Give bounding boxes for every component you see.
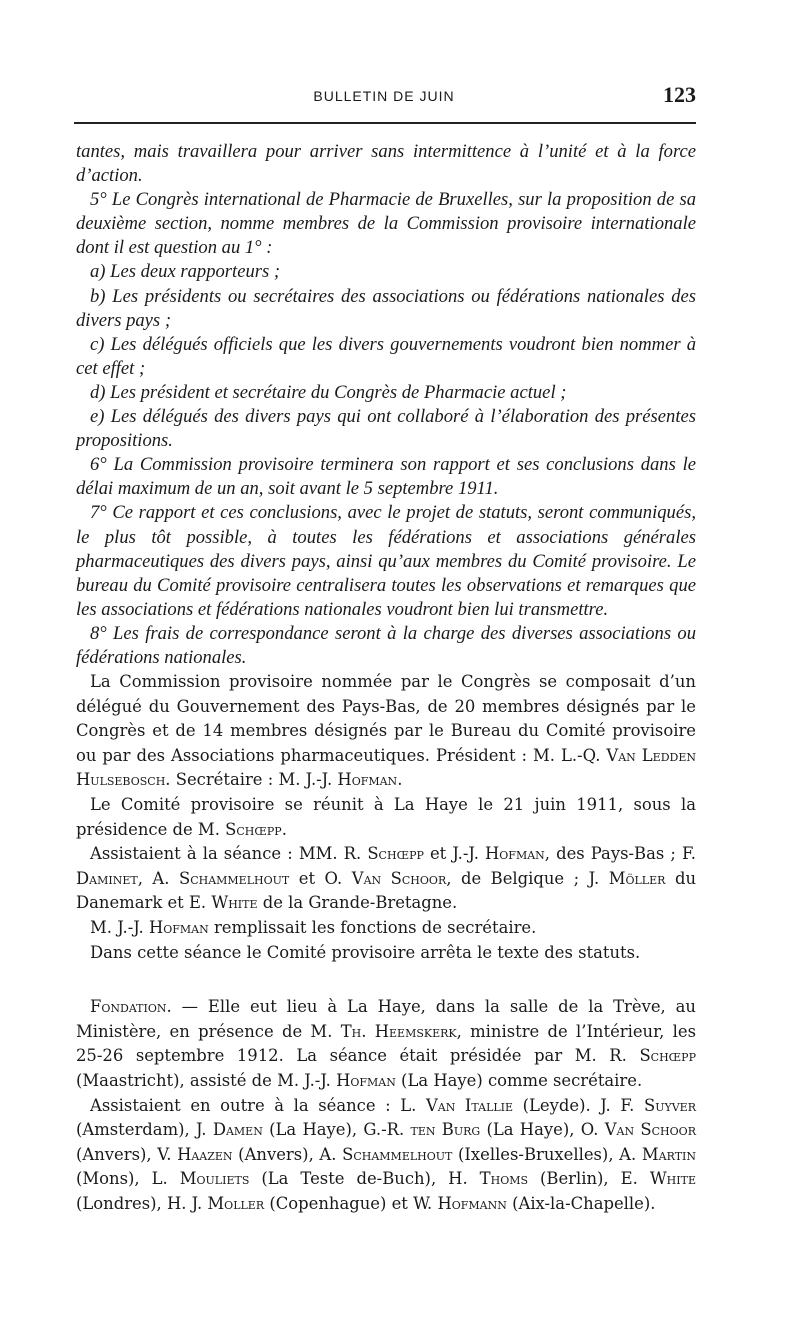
paragraph: e) Les délégués des divers pays qui ont collaboré à l’élaboration des présentes propositions. [76,406,696,452]
section-gap [76,965,696,995]
header-rule [74,122,696,124]
paragraph: d) Les président et secrétaire du Congrès de Pharmacie actuel ; [90,381,567,403]
paragraph: Fondation. — Elle eut lieu à La Haye, dans la salle de la Trève, au Ministère, en présence de M. Th. Heemskerk, ministre de l’Intérieur, les 25-26 septembre 1912. La séance était présidée par M. R. Schœpp (Maastricht), assisté de M. J.-J. Hofman (La Haye) comme secrétaire. [76,997,696,1090]
paragraph: Assistaient en outre à la séance : L. Van Itallie (Leyde). J. F. Suyver (Amsterdam), J. Damen (La Haye), G.-R. ten Burg (La Haye), O. Van Schoor (Anvers), V. Haazen (Anvers), A. Schammelhout (Ixelles-Bruxelles), A. Martin (Mons), L. Mouliets (La Teste de-Buch), H. Thoms (Berlin), E. White (Londres), H. J. Moller (Copenhague) et W. Hofmann (Aix-la-Chapelle). [76,1095,696,1213]
running-title: BULLETIN DE JUIN [313,88,455,104]
paragraph: 8° Les frais de correspondance seront à la charge des diverses associations ou fédérations nationales. [76,622,696,668]
paragraph: a) Les deux rapporteurs ; [90,261,281,283]
page-header [72,84,696,112]
paragraph: 6° La Commission provisoire terminera son rapport et ses conclusions dans le délai maximum de un an, soit avant le 5 septembre 1911. [76,454,696,500]
page-number: 123 [663,82,696,107]
paragraph: b) Les présidents ou secrétaires des associations ou fédérations nationales des divers pays ; [76,285,696,331]
page-body [76,140,696,1217]
paragraph: Le Comité provisoire se réunit à La Haye le 21 juin 1911, sous la présidence de M. Schœpp. [76,795,696,839]
paragraph: 5° Le Congrès international de Pharmacie de Bruxelles, sur la proposition de sa deuxième section, nomme membres de la Commission provisoire internationale dont il est question au 1° : [76,189,696,259]
paragraph: La Commission provisoire nommée par le Congrès se composait d’un délégué du Gouvernement des Pays-Bas, de 20 membres désignés par le Congrès et de 14 membres désignés par le Bureau du Comité provisoire ou par des Associations pharmaceutiques. Président : M. L.-Q. Van Ledden Hulsebosch. Secrétaire : M. J.-J. Hofman. [76,672,696,790]
paragraph: 7° Ce rapport et ces conclusions, avec le projet de statuts, seront communiqués, le plus tôt possible, à toutes les fédérations et associations générales pharmaceutiques des divers pays, ainsi qu’aux membres du Comité provisoire. Le bureau du Comité provisoire centralisera toutes les observations et remarques que les associations et fédérations nationales voudront bien lui transmettre. [76,502,696,620]
paragraph: tantes, mais travaillera pour arriver sans intermittence à l’unité et à la force d’action. [76,141,696,187]
paragraph: M. J.-J. Hofman remplissait les fonctions de secrétaire. [90,918,537,937]
paragraph: c) Les délégués officiels que les divers gouvernements voudront bien nommer à cet effet ; [76,333,696,379]
paragraph: Dans cette séance le Comité provisoire arrêta le texte des statuts. [90,942,641,962]
paragraph: Assistaient à la séance : MM. R. Schœpp et J.-J. Hofman, des Pays-Bas ; F. Daminet, A. Schammelhout et O. Van Schoor, de Belgique ; J. Möller du Danemark et E. White de la Grande-Bretagne. [76,844,696,913]
